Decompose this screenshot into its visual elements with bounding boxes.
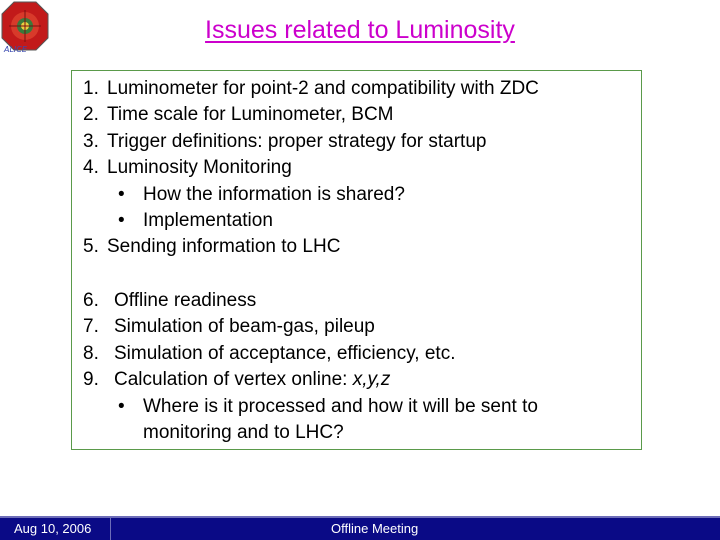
bullet-icon: • <box>118 396 125 417</box>
footer-bar <box>0 516 720 540</box>
slide-title: Issues related to Luminosity <box>205 16 515 44</box>
svg-text:ALICE: ALICE <box>4 45 27 54</box>
bullet-icon: • <box>118 184 125 205</box>
bullet-icon: • <box>118 210 125 231</box>
footer-divider <box>110 518 111 540</box>
footer-meeting: Offline Meeting <box>331 521 419 536</box>
footer-date: Aug 10, 2006 <box>14 521 92 536</box>
sub-bullet-continuation: monitoring and to LHC? <box>143 422 344 443</box>
